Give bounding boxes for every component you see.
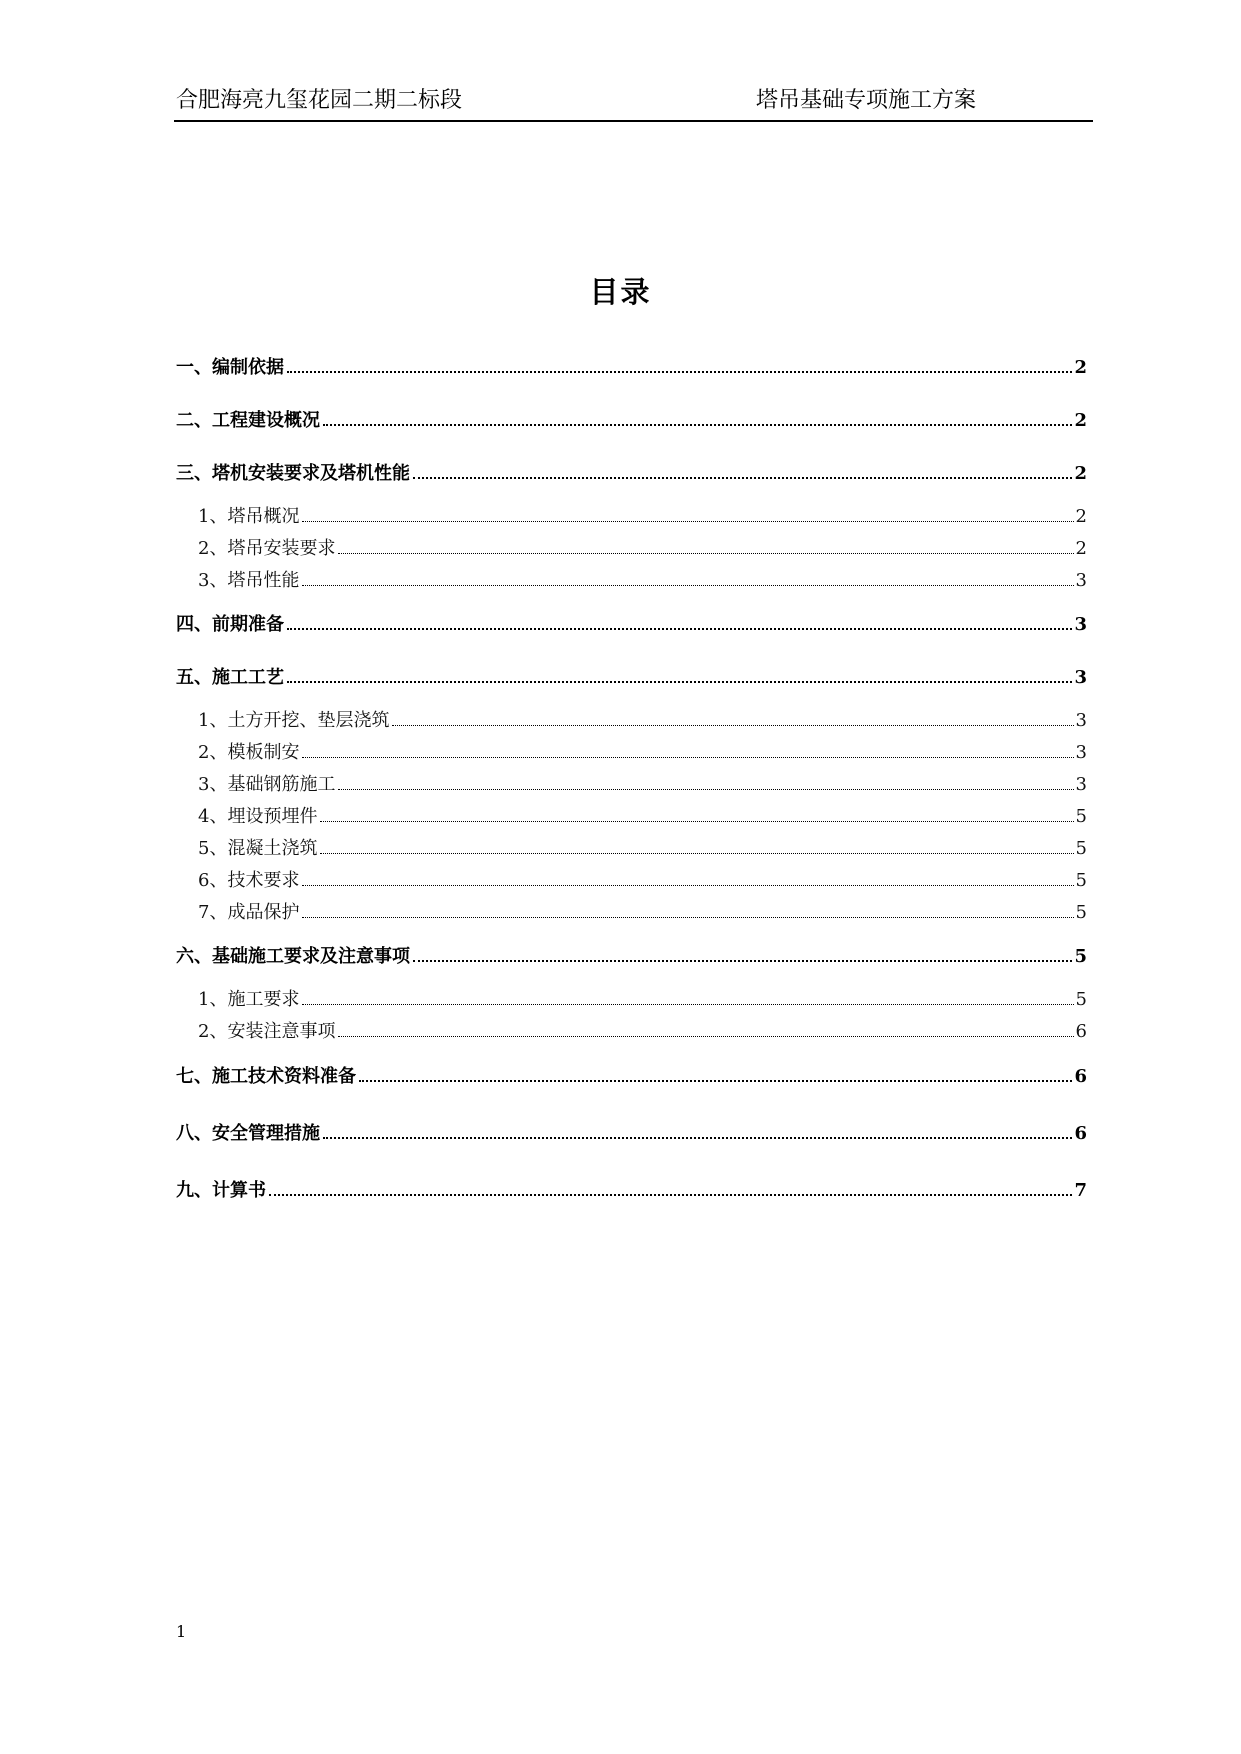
toc-entry[interactable]: [176, 1178, 1087, 1204]
toc-entry-page: 6: [1074, 1123, 1087, 1144]
header-document-title: 塔吊基础专项施工方案: [756, 88, 977, 113]
toc-entry[interactable]: [176, 944, 1087, 970]
toc-leader: [302, 584, 1073, 586]
toc-entry[interactable]: [176, 504, 1087, 530]
toc-entry-label: 3、塔吊性能: [198, 570, 300, 591]
toc-entry-page: 2: [1074, 357, 1087, 378]
toc-leader: [287, 627, 1072, 630]
toc-entry[interactable]: [176, 1121, 1087, 1147]
toc-entry-label: 二、工程建设概况: [176, 410, 320, 431]
toc-entry[interactable]: [176, 355, 1087, 381]
toc-leader: [392, 724, 1073, 726]
toc-entry-label: 六、基础施工要求及注意事项: [176, 946, 410, 967]
toc-leader: [323, 1136, 1072, 1139]
toc-entry-page: 5: [1075, 806, 1087, 827]
toc-leader: [323, 423, 1072, 426]
toc-entry[interactable]: [176, 708, 1087, 734]
toc-entry[interactable]: [176, 900, 1087, 926]
toc-entry-label: 5、混凝土浇筑: [198, 838, 318, 859]
toc-entry-label: 四、前期准备: [176, 614, 284, 635]
toc-entry-page: 2: [1074, 410, 1087, 431]
page-number: 1: [176, 1622, 187, 1641]
toc-entry-label: 2、安装注意事项: [198, 1021, 336, 1042]
toc-entry-label: 1、塔吊概况: [198, 506, 300, 527]
toc-entry-page: 5: [1075, 989, 1087, 1010]
toc-entry[interactable]: [176, 836, 1087, 862]
toc-entry-page: 5: [1075, 902, 1087, 923]
toc-leader: [320, 852, 1073, 854]
toc-entry-label: 九、计算书: [176, 1180, 266, 1201]
toc-entry-page: 3: [1075, 710, 1087, 731]
toc-entry-label: 1、土方开挖、垫层浇筑: [198, 710, 390, 731]
toc-entry[interactable]: [176, 408, 1087, 434]
toc-entry-label: 2、塔吊安装要求: [198, 538, 336, 559]
page-header: [174, 86, 1093, 122]
toc-entry-label: 7、成品保护: [198, 902, 300, 923]
toc-entry-page: 2: [1074, 463, 1087, 484]
toc-entry-label: 1、施工要求: [198, 989, 300, 1010]
toc-entry[interactable]: [176, 804, 1087, 830]
toc-entry-page: 6: [1075, 1021, 1087, 1042]
toc-leader: [302, 884, 1073, 886]
toc-entry-page: 5: [1075, 870, 1087, 891]
toc-entry[interactable]: [176, 987, 1087, 1013]
toc-entry[interactable]: [176, 665, 1087, 691]
toc-leader: [287, 680, 1072, 683]
toc-entry-page: 3: [1075, 570, 1087, 591]
toc-entry-label: 八、安全管理措施: [176, 1123, 320, 1144]
toc-title: 目录: [589, 275, 652, 309]
toc-entry[interactable]: [176, 536, 1087, 562]
toc-entry-page: 3: [1075, 774, 1087, 795]
toc-leader: [320, 820, 1073, 822]
toc-entry[interactable]: [176, 568, 1087, 594]
toc-leader: [302, 1003, 1073, 1005]
toc-leader: [302, 520, 1073, 522]
toc-entry[interactable]: [176, 868, 1087, 894]
toc-entry-label: 五、施工工艺: [176, 667, 284, 688]
toc-leader: [338, 1035, 1073, 1037]
toc-leader: [338, 552, 1073, 554]
toc-entry[interactable]: [176, 1064, 1087, 1090]
header-project-name: 合肥海亮九玺花园二期二标段: [176, 88, 463, 113]
toc-entry-label: 4、埋设预埋件: [198, 806, 318, 827]
toc-leader: [359, 1079, 1072, 1082]
toc-entry[interactable]: [176, 772, 1087, 798]
toc-entry-label: 2、模板制安: [198, 742, 300, 763]
toc-leader: [287, 370, 1072, 373]
toc-entry-page: 3: [1074, 614, 1087, 635]
toc-leader: [302, 756, 1073, 758]
toc-leader: [413, 959, 1072, 962]
toc-entry-label: 三、塔机安装要求及塔机性能: [176, 463, 410, 484]
toc-entry-label: 七、施工技术资料准备: [176, 1066, 356, 1087]
toc-entry-page: 5: [1075, 838, 1087, 859]
toc-entry[interactable]: [176, 1019, 1087, 1045]
toc-entry[interactable]: [176, 461, 1087, 487]
toc-leader: [338, 788, 1073, 790]
toc-entry-label: 6、技术要求: [198, 870, 300, 891]
toc-entry-page: 3: [1075, 742, 1087, 763]
toc-entry-page: 2: [1075, 538, 1087, 559]
toc-entry[interactable]: [176, 740, 1087, 766]
toc-entry-page: 6: [1074, 1066, 1087, 1087]
toc-entry-label: 3、基础钢筋施工: [198, 774, 336, 795]
toc-entry-page: 7: [1074, 1180, 1087, 1201]
toc-entry-page: 5: [1074, 946, 1087, 967]
toc-leader: [413, 476, 1072, 479]
toc-leader: [302, 916, 1073, 918]
toc-entry-page: 2: [1075, 506, 1087, 527]
toc-entry-label: 一、编制依据: [176, 357, 284, 378]
toc-leader: [269, 1193, 1072, 1196]
toc-entry-page: 3: [1074, 667, 1087, 688]
toc-entry[interactable]: [176, 612, 1087, 638]
